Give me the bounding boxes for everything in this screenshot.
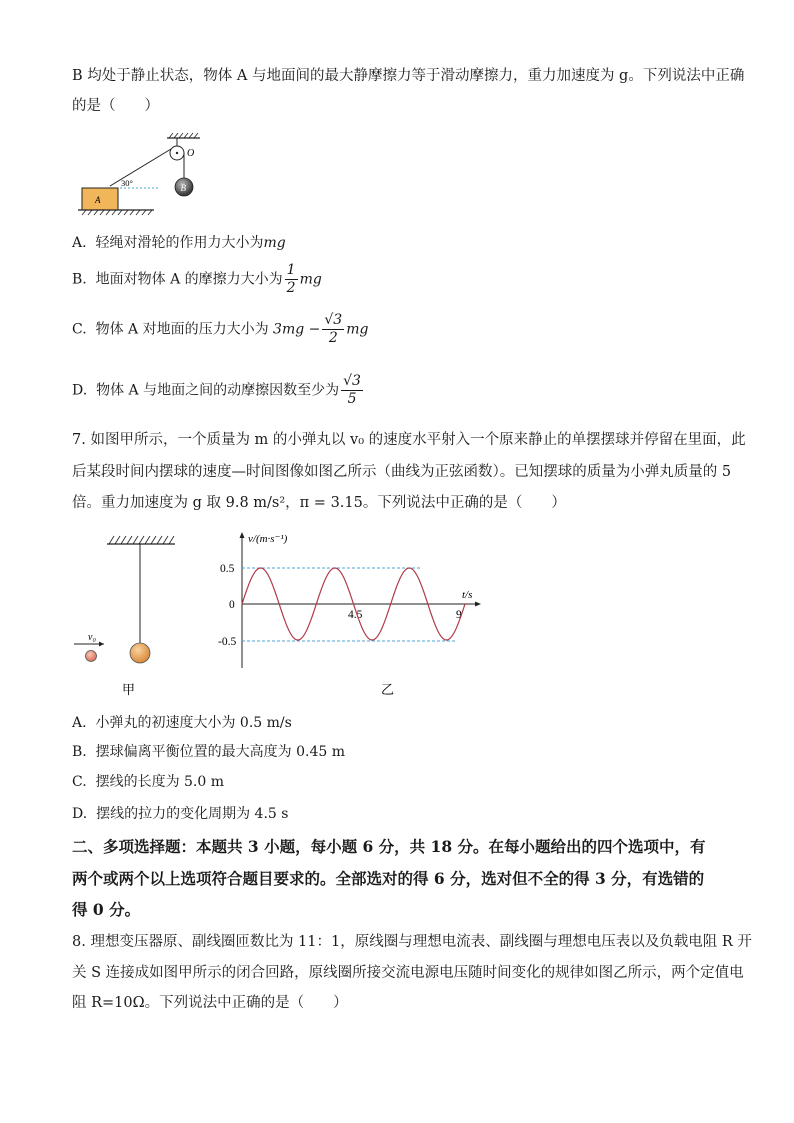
pendulum-ball <box>130 643 150 663</box>
x-axis-label: t/s <box>462 589 473 601</box>
q6-option-d <box>72 373 365 408</box>
caption-yi: 乙 <box>381 682 395 697</box>
q8-line1: 8. 理想变压器原、副线圈匝数比为 11：1，原线圈与理想电流表、副线圈与理想电压表以及负载电阻 R 开 <box>72 934 752 950</box>
q7-stem-line2: 后某段时间内摆球的速度—时间图像如图乙所示（曲线为正弦函数）。已知摆球的质量为小弹丸质量的 5 <box>72 464 732 480</box>
option-text: 小弹丸的初速度大小为 0.5 m/s <box>95 715 292 731</box>
angle-label: 30° <box>121 178 133 188</box>
option-expr: mg <box>299 271 322 288</box>
option-text: 摆线的拉力的变化周期为 4.5 s <box>96 806 289 822</box>
v0-label: v₀ <box>88 632 96 643</box>
y-tick-label: 0.5 <box>220 563 235 575</box>
option-text: 摆线的长度为 5.0 m <box>95 774 225 790</box>
q7-figure-jia <box>70 528 190 700</box>
section2-line3: 得 0 分。 <box>72 900 141 919</box>
fraction <box>341 373 363 408</box>
option-expr: mg <box>346 321 369 338</box>
y-axis-label: v/(m·s⁻¹) <box>248 533 288 545</box>
option-expr-prefix: 3mg − <box>273 321 321 338</box>
q7-option-b <box>72 742 345 762</box>
option-letter: C. <box>72 774 87 790</box>
fraction <box>322 312 344 347</box>
option-letter: B. <box>72 744 87 760</box>
q6-stem-line2: 的是（ ） <box>72 98 159 114</box>
option-text: 摆球偏离平衡位置的最大高度为 0.45 m <box>95 744 346 760</box>
y-tick-label: 0 <box>229 599 235 611</box>
q6-stem-line1: B 均处于静止状态，物体 A 与地面间的最大静摩擦力等于滑动摩擦力，重力加速度为 g。下列说法中正确 <box>72 68 745 84</box>
option-letter: A. <box>72 235 87 251</box>
q7-stem-line1: 7. 如图甲所示，一个质量为 m 的小弹丸以 v₀ 的速度水平射入一个原来静止的单摆摆球并停留在里面，此 <box>72 432 746 448</box>
x-tick-label: 4.5 <box>348 609 363 621</box>
fraction-numerator: √3 <box>324 312 343 328</box>
q6-figure <box>72 130 212 220</box>
block-a-label: A <box>95 195 101 205</box>
fraction-denominator: 2 <box>286 280 296 296</box>
option-expr: mg <box>263 235 286 251</box>
fraction-numerator: √3 <box>343 373 361 389</box>
q7-stem-line3: 倍。重力加速度为 g 取 9.8 m/s²，π = 3.15。下列说法中正确的是（ ） <box>72 495 566 511</box>
option-letter: D. <box>72 806 88 822</box>
x-tick-label: 9 <box>456 609 462 621</box>
option-text: 物体 A 对地面的压力大小为 <box>95 321 269 338</box>
q7-option-c <box>72 772 224 792</box>
ball-b-label: B <box>180 183 186 193</box>
fraction <box>285 262 298 297</box>
fraction-numerator: 1 <box>286 262 296 278</box>
q6-option-b <box>72 262 322 297</box>
y-tick-label: -0.5 <box>218 636 237 648</box>
option-letter: C. <box>72 321 87 338</box>
q7-figure-yi-chart <box>215 528 490 700</box>
q7-option-d <box>72 804 288 824</box>
option-letter: A. <box>72 715 87 731</box>
option-letter: B. <box>72 271 87 288</box>
q7-option-a <box>72 713 292 733</box>
bullet <box>86 651 97 662</box>
fraction-denominator: 5 <box>347 391 357 407</box>
section2-line2: 两个或两个以上选项符合题目要求的。全部选对的得 6 分，选对但不全的得 3 分，有选错的 <box>72 869 705 888</box>
fraction-denominator: 2 <box>328 330 338 346</box>
q8-line3: 阻 R=10Ω。下列说法中正确的是（ ） <box>72 995 348 1011</box>
option-text: 轻绳对滑轮的作用力大小为 <box>95 235 264 251</box>
q8-line2: 关 S 连接成如图甲所示的闭合回路，原线圈所接交流电源电压随时间变化的规律如图乙所示，两个定值电 <box>72 965 744 981</box>
q6-option-a <box>72 233 286 253</box>
option-letter: D. <box>72 382 88 399</box>
q6-option-c <box>72 312 368 347</box>
section2-line1: 二、多项选择题：本题共 3 小题，每小题 6 分，共 18 分。在每小题给出的四个选项中，有 <box>72 837 706 856</box>
pulley-label: O <box>187 148 195 159</box>
caption-jia: 甲 <box>122 682 136 697</box>
option-text: 物体 A 与地面之间的动摩擦因数至少为 <box>96 382 340 399</box>
rope <box>110 149 171 186</box>
option-text: 地面对物体 A 的摩擦力大小为 <box>95 271 283 288</box>
